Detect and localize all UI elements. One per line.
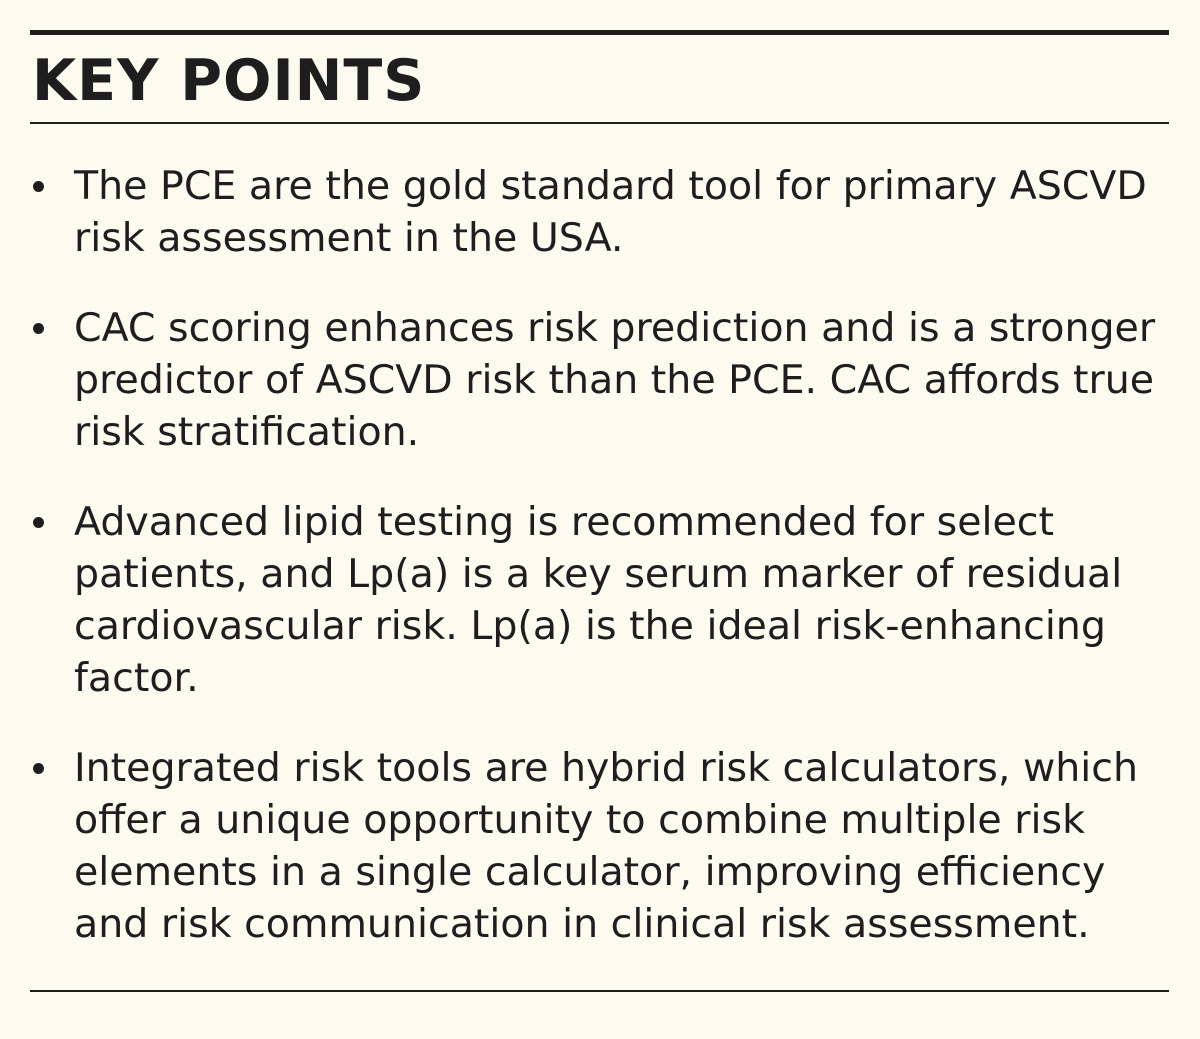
bullet-icon (33, 763, 44, 774)
key-point-item (0, 496, 1184, 704)
key-points-list (0, 160, 1200, 988)
key-point-item (0, 160, 1184, 264)
top-rule (30, 30, 1169, 35)
key-point-text: Integrated risk tools are hybrid risk calculators, which offer a unique opportunity to combine multiple risk elements in a single calculator, improving efficiency and risk communication in clinical risk assessment. (74, 745, 1139, 947)
key-point-text: Advanced lipid testing is recommended for select patients, and Lp(a) is a key serum marker of residual cardiovascular risk. Lp(a) is the ideal risk-enhancing factor. (74, 499, 1123, 701)
bullet-icon (33, 181, 44, 192)
key-point-item (0, 302, 1184, 458)
key-points-heading: KEY POINTS (32, 48, 426, 114)
key-point-text: CAC scoring enhances risk prediction and is a stronger predictor of ASCVD risk than the PCE. CAC affords true risk stratification. (74, 305, 1156, 455)
key-point-text: The PCE are the gold standard tool for primary ASCVD risk assessment in the USA. (74, 163, 1147, 261)
bullet-icon (33, 323, 44, 334)
heading-rule (30, 122, 1169, 124)
key-point-item (0, 742, 1184, 950)
bullet-icon (33, 517, 44, 528)
bottom-rule (30, 990, 1169, 992)
